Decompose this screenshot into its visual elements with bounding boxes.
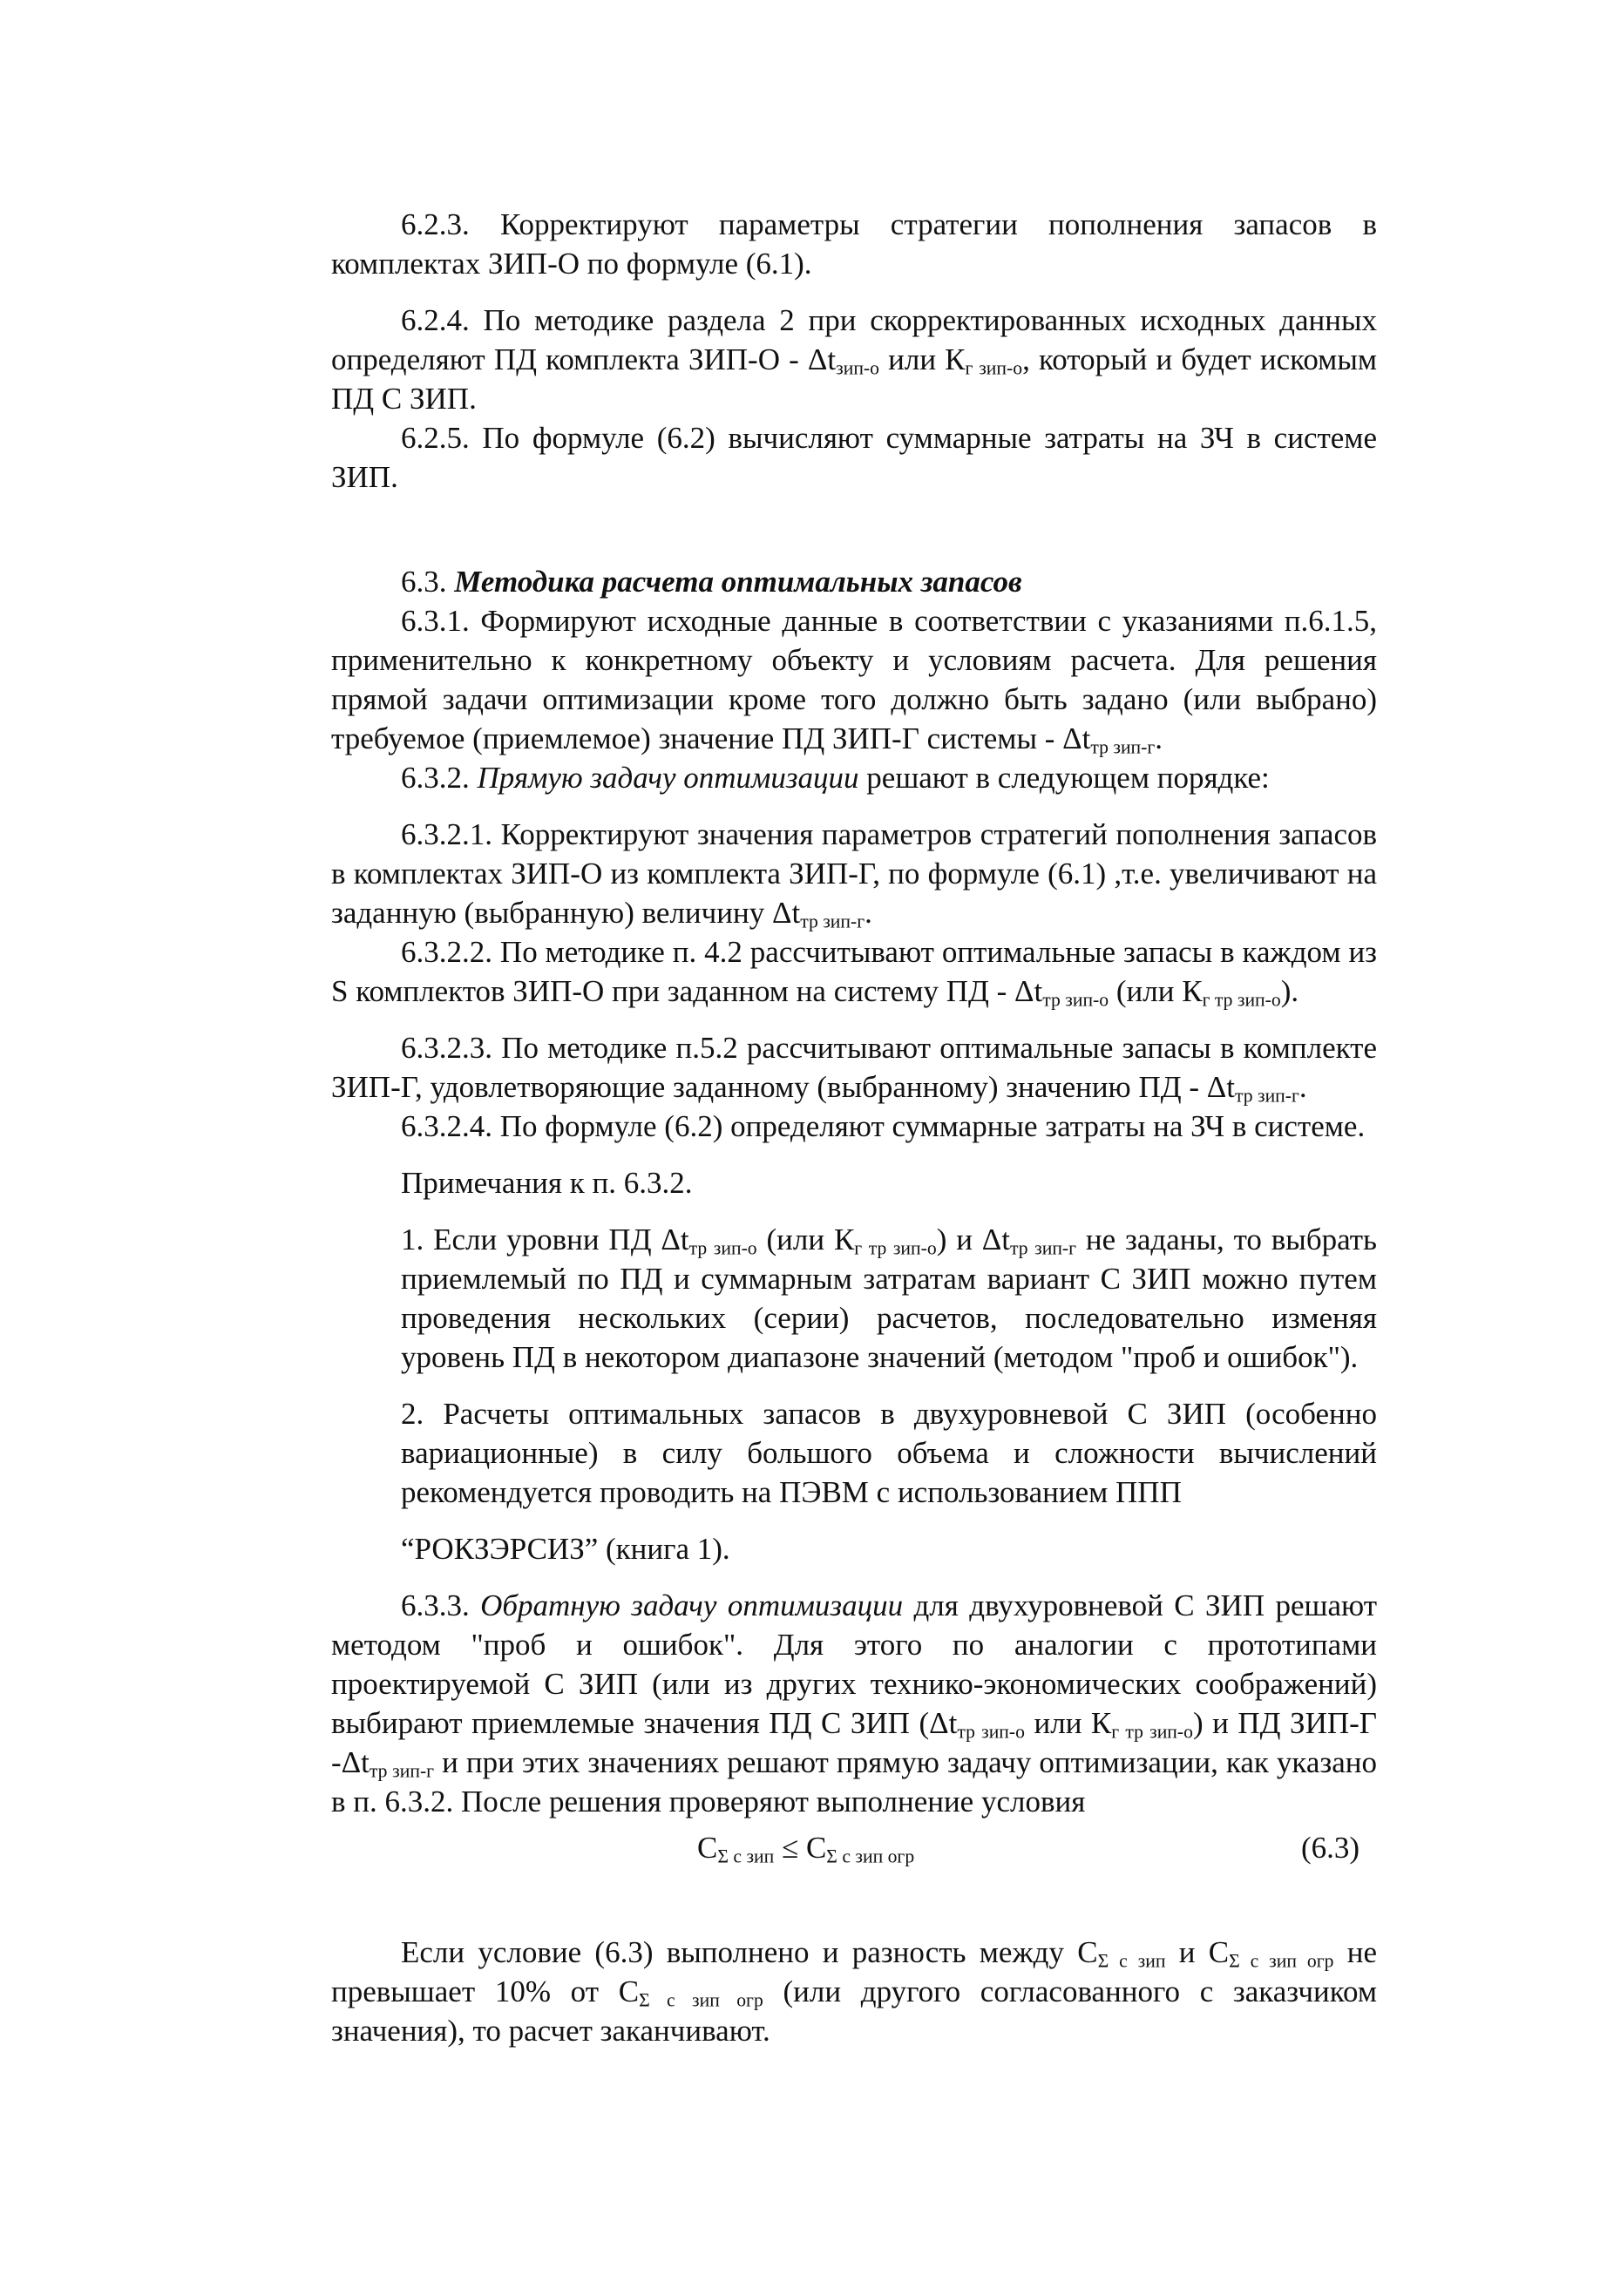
paragraph-6-2-3: 6.2.3. Корректируют параметры стратегии пополнения запасов в комплектах ЗИП-О по формуле (6.1). [331, 207, 1377, 281]
formula-6-3 [331, 1828, 1377, 1867]
section-heading-6-3: 6.3. Методика расчета оптимальных запасов [401, 565, 1022, 599]
paragraph-6-3-2-3: 6.3.2.3. По методике п.5.2 рассчитывают оптимальные запасы в комплекте ЗИП-Г, удовлетворяющие заданному (выбранному) значению ПД - $\Delta t_{тр зип-г}$. [331, 1031, 1377, 1107]
paragraph-6-3-2-2: 6.3.2.2. По методике п. 4.2 рассчитывают оптимальные запасы в каждом из S комплектов ЗИП-О при заданном на систему ПД - $\Delta t_{тр зип-о}$ (или $К_{г тр зип-о}$). [331, 935, 1377, 1011]
notes-heading: Примечания к п. 6.3.2. [401, 1166, 693, 1200]
paragraph-6-3-1: 6.3.1. Формируют исходные данные в соответствии с указаниями п.6.1.5, применительно к конкретному объекту и условиям расчета. Для решения прямой задачи оптимизации кроме того должно быть задано (или выбрано) требуемое (приемлемое) значение ПД ЗИП-Г системы - $\Delta t_{тр зип-г}$. [331, 604, 1377, 758]
formula-number: (6.3) [1300, 1831, 1360, 1865]
document-page [331, 205, 1377, 2050]
paragraph-6-2-5: 6.2.5. По формуле (6.2) вычисляют суммарные затраты на ЗЧ в системе ЗИП. [331, 421, 1377, 494]
paragraph-6-3-2-4: 6.3.2.4. По формуле (6.2) определяют суммарные затраты на ЗЧ в системе. [401, 1109, 1366, 1143]
section-title: Методика расчета оптимальных запасов [454, 565, 1022, 599]
paragraph-6-3-3: 6.3.3. Обратную задачу оптимизации для двухуровневой С ЗИП решают методом "проб и ошибок". Для этого по аналогии с прототипами проектируемой С ЗИП (или из других технико-экономических соображений) выбирают приемлемые значения ПД С ЗИП ($\Delta t_{тр зип-о}$ или $К_{г тр зип-о}$) и ПД ЗИП-Г $-\Delta t_{тр зип-г}$ и при этих значениях решают прямую задачу оптимизации, как указано в п. 6.3.2. После решения проверяют выполнение условия [331, 1588, 1378, 1819]
paragraph-6-3-2: 6.3.2. Прямую задачу оптимизации решают в следующем порядке: [401, 761, 1270, 795]
paragraph-6-2-4: 6.2.4. По методике раздела 2 при скорректированных исходных данных определяют ПД комплекта $ЗИП-О - \Delta t_{зип-о}$ или $К_{г зип-о}$, который и будет искомым ПД С ЗИП. [331, 303, 1377, 416]
paragraph-6-3-2-1: 6.3.2.1. Корректируют значения параметров стратегий пополнения запасов в комплектах ЗИП-О из комплекта ЗИП-Г, по формуле (6.1) ,т.е. увеличивают на заданную (выбранную) величину $\Delta t_{тр зип-г}$. [331, 817, 1377, 932]
formula-expression: $С_{\Sigma с зип} \le С_{\Sigma с зип огр}$ [697, 1831, 915, 1867]
note-2-continuation: “РОКЗЭРСИЗ” (книга 1). [401, 1532, 730, 1566]
paragraph-final: Если условие (6.3) выполнено и разность между $С_{\Sigma с зип}$ и $С_{\Sigma с зип огр}$ не превышает 10% от $С_{\Sigma с зип огр}$ (или другого согласованного с заказчиком значения), то расчет заканчивают. [331, 1935, 1377, 2048]
note-1: 1. Если уровни ПД $\Delta t_{тр зип-о}$ (или $К_{г тр зип-о}$) и $\Delta t_{тр зип-г}$ не заданы, то выбрать приемлемый по ПД и суммарным затратам вариант С ЗИП можно путем проведения нескольких (серии) расчетов, последовательно изменяя уровень ПД в некотором диапазоне значений (методом "проб и ошибок"). [401, 1223, 1378, 1374]
note-2: 2. Расчеты оптимальных запасов в двухуровневой С ЗИП (особенно вариационные) в силу большого объема и сложности вычислений рекомендуется проводить на ПЭВМ с использованием ППП [401, 1397, 1377, 1509]
